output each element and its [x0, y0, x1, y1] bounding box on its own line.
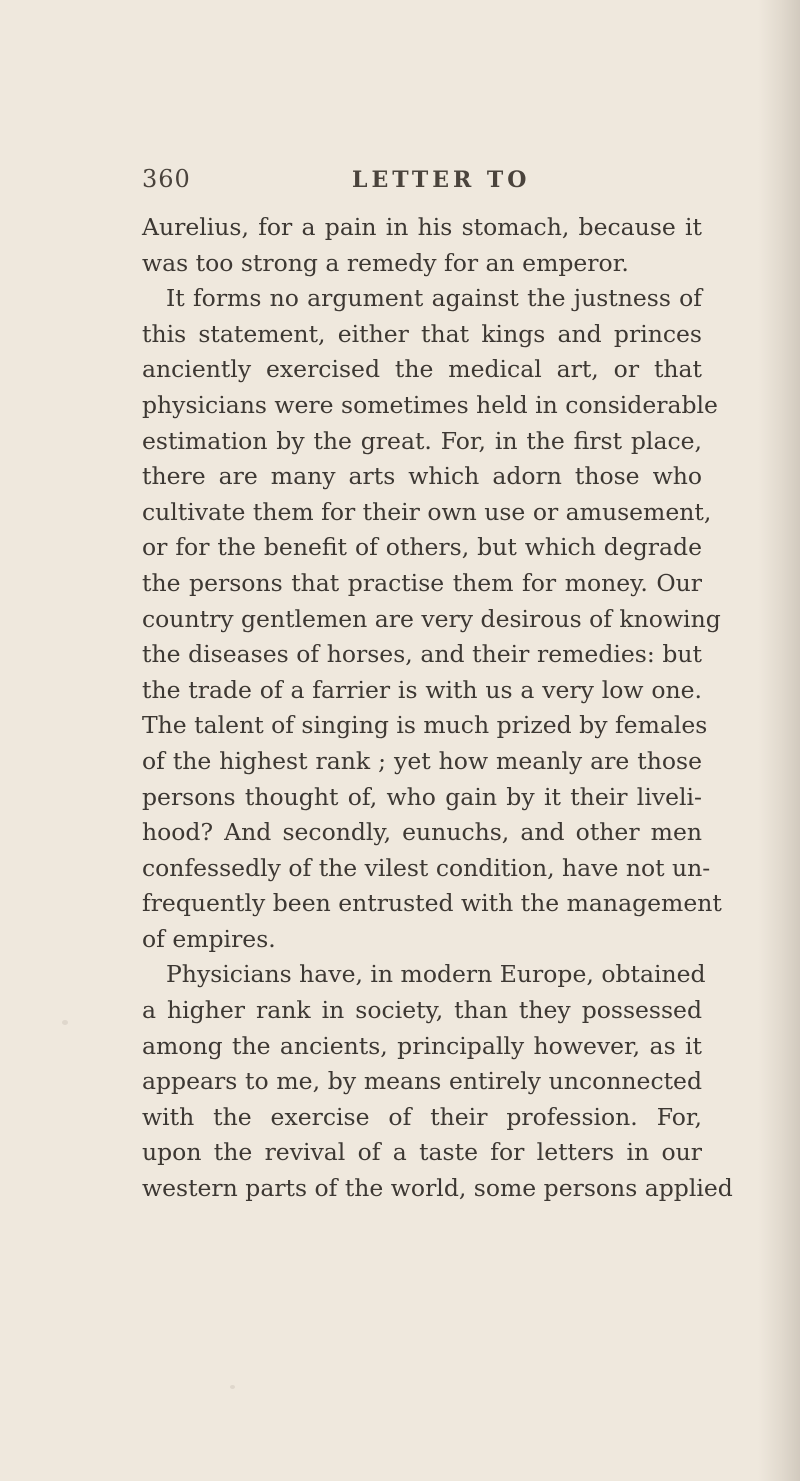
paragraph [142, 210, 702, 281]
text-line: appears to me, by means entirely unconnected [142, 1067, 702, 1096]
text-line: persons thought of, who gain by it their liveli- [142, 782, 702, 811]
text-line: or for the benefit of others, but which degrade [142, 533, 702, 562]
text-line: the diseases of horses, and their remedies: but [142, 640, 702, 669]
text-line: It forms no argument against the justness of [166, 284, 702, 313]
text-line: physicians were sometimes held in considerable [142, 390, 718, 419]
text-line: frequently been entrusted with the management [142, 889, 722, 918]
paper-stain [230, 1385, 235, 1389]
text-line: of the highest rank ; yet how meanly are those [142, 746, 702, 775]
paragraph [142, 957, 733, 1206]
text-line: The talent of singing is much prized by females [142, 711, 708, 740]
text-line: a higher rank in society, than they possessed [142, 996, 702, 1025]
text-line: this statement, either that kings and princes [142, 319, 702, 348]
running-head: LETTER TO [352, 167, 531, 193]
paper-stain [62, 1020, 68, 1025]
page-header [142, 165, 702, 205]
text-line: was too strong a remedy for an emperor. [142, 248, 629, 277]
text-line: among the ancients, principally however, as it [142, 1031, 702, 1060]
text-line: upon the revival of a taste for letters in our [142, 1138, 702, 1167]
page-number: 360 [142, 165, 191, 193]
page-edge-shadow [758, 0, 800, 1481]
text-line: anciently exercised the medical art, or that [142, 355, 702, 384]
text-line: the trade of a farrier is with us a very low one. [142, 675, 702, 704]
text-line: Aurelius, for a pain in his stomach, because it [142, 213, 702, 241]
text-line: Physicians have, in modern Europe, obtained [166, 960, 706, 989]
body-text [142, 210, 733, 1207]
text-line: cultivate them for their own use or amusement, [142, 497, 712, 526]
text-line: hood? And secondly, eunuchs, and other men [142, 818, 702, 847]
text-line: with the exercise of their profession. For, [142, 1102, 702, 1131]
paragraph [142, 281, 722, 957]
text-line: country gentlemen are very desirous of knowing [142, 604, 721, 633]
text-line: there are many arts which adorn those who [142, 462, 702, 491]
text-line: estimation by the great. For, in the first place, [142, 426, 702, 455]
text-line: western parts of the world, some persons applied [142, 1174, 733, 1203]
text-line: of empires. [142, 924, 276, 953]
text-line: confessedly of the vilest condition, have not un- [142, 853, 711, 882]
text-line: the persons that practise them for money. Our [142, 568, 702, 597]
